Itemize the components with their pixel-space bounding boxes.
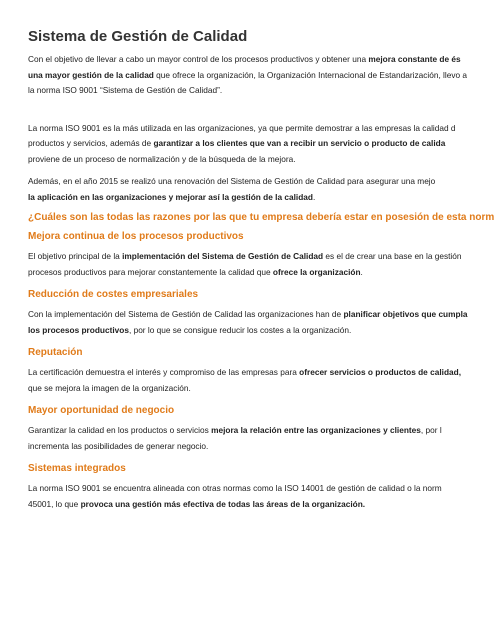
renewal-line1-text: Además, en el año 2015 se realizó una renovación del Sistema de Gestión de Calidad para asegurar una mejo — [28, 176, 436, 186]
text-span: 45001, lo que — [28, 498, 81, 509]
intro-line2-bold: una mayor gestión de la calidad — [28, 69, 154, 80]
text-span: Con la implementación del Sistema de Gestión de Calidad las organizaciones han de — [28, 309, 344, 319]
text-span: . — [360, 266, 363, 277]
section-text — [28, 423, 495, 454]
reasons-question: ¿Cuáles son las todas las razones por las que tu empresa debería estar en posesión de esta norm — [28, 212, 495, 223]
iso-paragraph — [28, 121, 495, 168]
text-span: , por lo que se consigue reducir los costes a la organización. — [128, 324, 352, 335]
text-span: es el de crear una base en la gestión — [323, 251, 462, 261]
bold-span: ofrece la organización — [272, 266, 361, 277]
bold-span: implementación del Sistema de Gestión de Calidad — [122, 251, 324, 261]
section-text — [28, 249, 495, 280]
text-span: Garantizar la calidad en los productos o servicios — [28, 425, 212, 435]
text-span: El objetivo principal de la — [28, 251, 123, 261]
section-text — [28, 365, 495, 396]
section-text — [28, 481, 495, 512]
bold-span: ofrecer servicios o productos de calidad, — [299, 367, 461, 377]
text-span: La certificación demuestra el interés y compromiso de las empresas para — [28, 367, 300, 377]
section-continuous-improvement — [28, 231, 495, 280]
section-text — [28, 307, 495, 338]
section-business-opportunity — [28, 405, 495, 454]
iso-line2-text: productos y servicios, además de — [28, 138, 154, 148]
section-heading: Sistemas integrados — [28, 463, 126, 474]
iso-line3-text: proviene de un proceso de normalización y de la búsqueda de la mejora. — [28, 153, 296, 164]
section-cost-reduction — [28, 289, 495, 338]
intro-line1-bold: mejora constante de és — [368, 54, 461, 64]
page-title: Sistema de Gestión de Calidad — [28, 28, 248, 45]
text-span: La norma ISO 9001 se encuentra alineada con otras normas como la ISO 14001 de gestión de calidad o la norm — [28, 483, 442, 493]
intro-line2-text: que ofrece la organización, la Organización Internacional de Estandarización, llevo a — [153, 69, 468, 80]
text-span: que se mejora la imagen de la organización. — [28, 382, 191, 393]
section-heading: Reducción de costes empresariales — [28, 289, 199, 300]
renewal-line2-text: . — [312, 191, 316, 202]
text-span: , por l — [420, 425, 442, 435]
text-span: incrementa las posibilidades de generar negocio. — [28, 440, 209, 451]
iso-line2-bold: garantizar a los clientes que van a recibir un servicio o producto de calida — [153, 138, 446, 148]
article-body — [28, 28, 495, 521]
intro-line1-text: Con el objetivo de llevar a cabo un mayor control de los procesos productivos y obtener una — [28, 54, 369, 64]
text-span: procesos productivos para mejorar constantemente la calidad que — [28, 266, 273, 277]
intro-paragraph — [28, 52, 495, 99]
bold-span: los procesos productivos — [28, 324, 129, 335]
renewal-line2-bold: la aplicación en las organizaciones y mejorar así la gestión de la calidad — [28, 191, 313, 202]
bold-span: provoca una gestión más efectiva de todas las áreas de la organización. — [80, 498, 366, 509]
section-heading: Mejora continua de los procesos productivos — [28, 231, 244, 242]
section-heading: Mayor oportunidad de negocio — [28, 405, 175, 416]
iso-line1-text: La norma ISO 9001 es la más utilizada en las organizaciones, ya que permite demostrar a las empresas la calidad d — [28, 122, 456, 133]
renewal-paragraph — [28, 174, 495, 205]
intro-line3-text: la norma ISO 9001 “Sistema de Gestión de Calidad”. — [28, 85, 223, 95]
section-integrated-systems — [28, 463, 495, 512]
section-reputation — [28, 347, 495, 396]
section-heading: Reputación — [28, 347, 83, 358]
bold-span: planificar objetivos que cumpla — [343, 309, 468, 319]
bold-span: mejora la relación entre las organizaciones y clientes — [211, 425, 421, 435]
